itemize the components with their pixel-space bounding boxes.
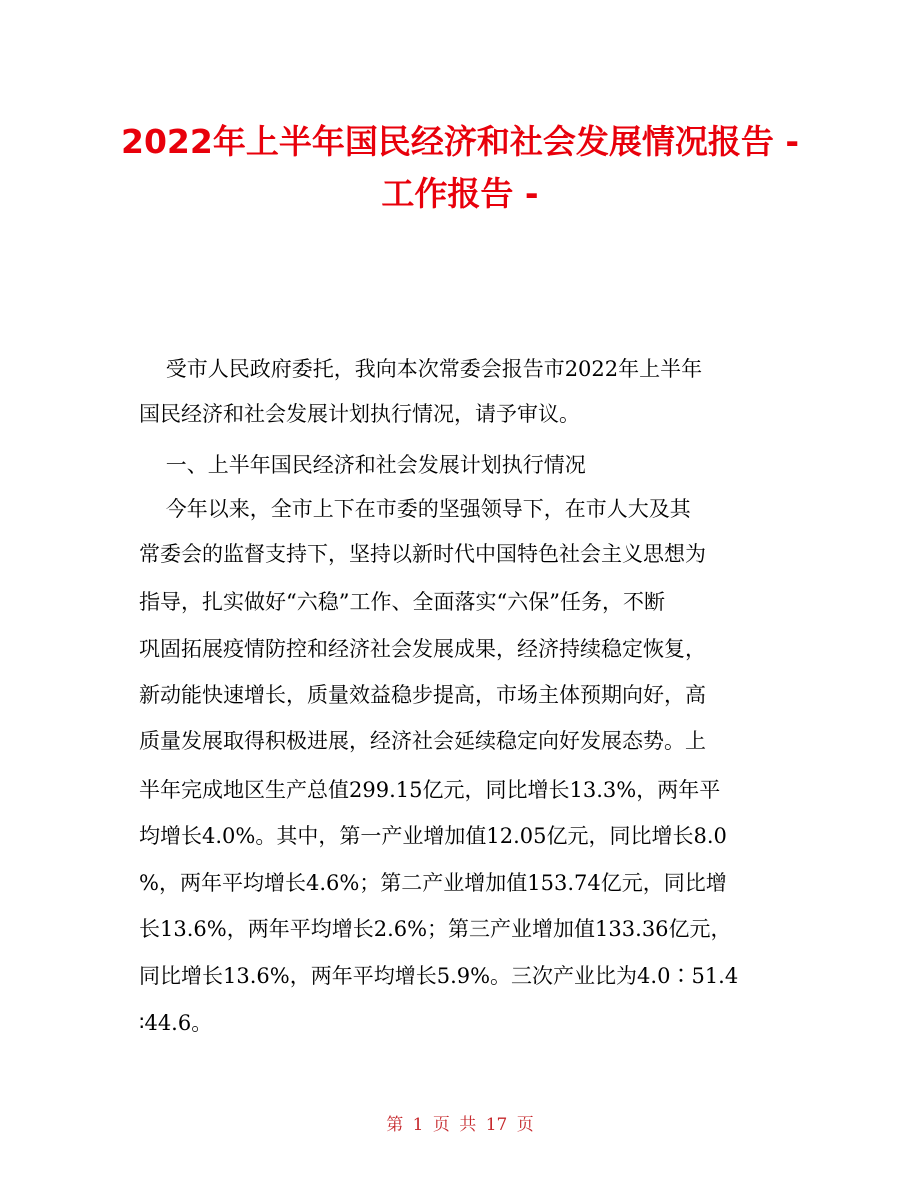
body-line: 长13.6%，两年平均增长2.6%；第三产业增加值133.36亿元， xyxy=(139,917,732,941)
body-line: 今年以来，全市上下在市委的坚强领导下，在市人大及其 xyxy=(139,497,691,521)
page-number-footer: 第 1 页 共 17 页 xyxy=(386,1115,534,1135)
body-line: 巩固拓展疫情防控和经济社会发展成果，经济持续稳定恢复， xyxy=(139,637,706,661)
document-title-line-2: 工作报告 - xyxy=(381,174,539,213)
body-line: 质量发展取得积极进展，经济社会延续稳定向好发展态势。上 xyxy=(139,729,706,753)
document-title-line-1: 2022年上半年国民经济和社会发展情况报告 - xyxy=(120,122,800,161)
body-line: 指导，扎实做好“六稳”工作、全面落实“六保”任务，不断 xyxy=(139,590,665,614)
body-line: %，两年平均增长4.6%；第二产业增加值153.74亿元，同比增 xyxy=(139,871,727,895)
section-heading: 一、上半年国民经济和社会发展计划执行情况 xyxy=(139,453,586,477)
body-line: 半年完成地区生产总值299.15亿元，同比增长13.3%，两年平 xyxy=(139,778,721,802)
body-line: 国民经济和社会发展计划执行情况，请予审议。 xyxy=(139,402,580,426)
body-line: ∶44.6。 xyxy=(139,1011,213,1035)
body-line: 同比增长13.6%，两年平均增长5.9%。三次产业比为4.0∶51.4 xyxy=(139,964,739,988)
body-line: 受市人民政府委托，我向本次常委会报告市2022年上半年 xyxy=(139,357,703,381)
body-line: 常委会的监督支持下，坚持以新时代中国特色社会主义思想为 xyxy=(139,542,706,566)
body-line: 均增长4.0%。其中，第一产业增加值12.05亿元，同比增长8.0 xyxy=(139,824,727,848)
body-line: 新动能快速增长，质量效益稳步提高，市场主体预期向好，高 xyxy=(139,683,706,707)
